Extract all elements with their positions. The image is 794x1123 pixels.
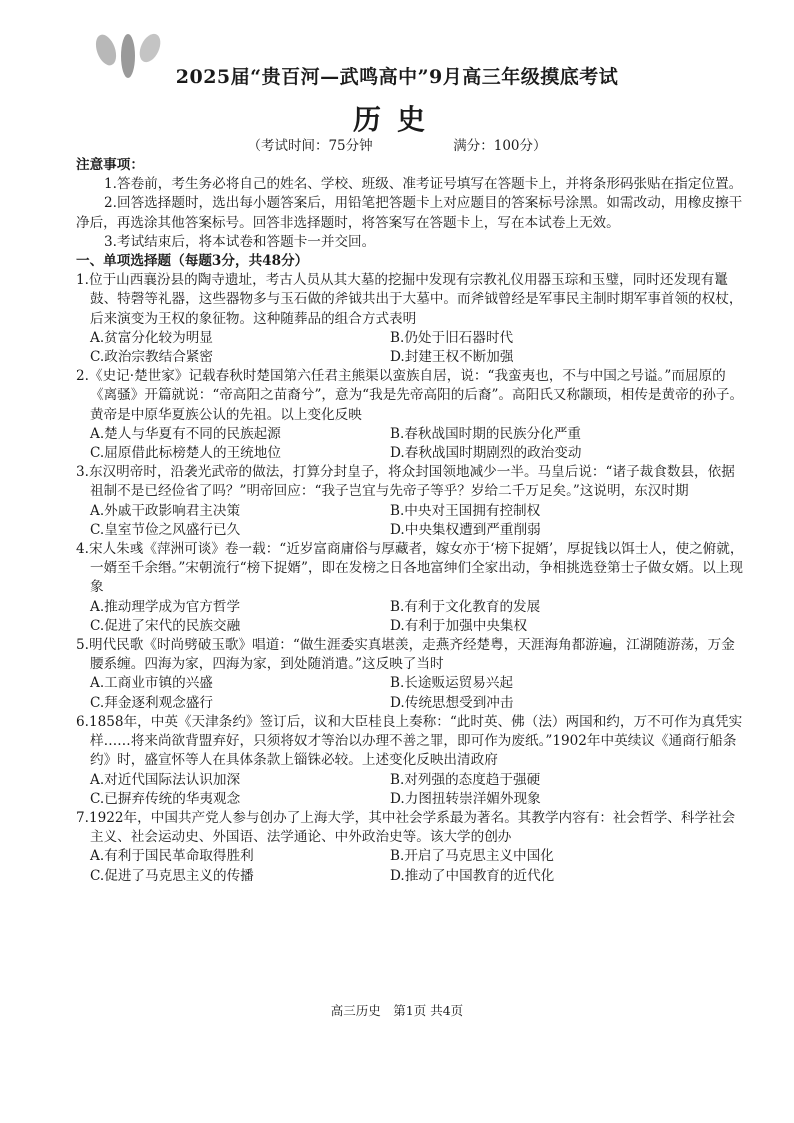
option-c: C.促进了马克思主义的传播 — [90, 867, 254, 884]
exam-info — [0, 134, 794, 154]
question-text: 1.位于山西襄汾县的陶寺遗址，考古人员从其大墓的挖掘中发现有宗教礼仪用器玉琮和玉璧，同时还发现有鼍鼓、特磬等礼器，这些器物多与玉石做的斧钺共出于大墓中。而斧钺曾经是军事民主制时期军事首领的权杖，后来演变为王权的象征物。这种随葬品的组合方式表明 — [76, 272, 743, 327]
exam-score: 满分：100分） — [453, 138, 547, 154]
option-c: C.皇室节俭之风盛行已久 — [90, 521, 241, 538]
question-text: 6.1858年，中英《天津条约》签订后，议和大臣桂良上奏称：“此时英、佛（法）两国和约，万不可作为真凭实样……将来尚欲背盟弃好，只须将奴才等治以办理不善之罪，即可作为废纸。”1902年中英续议《通商行船条约》时，盛宣怀等人在具体条款上锱铢必较。上述变化反映出清政府 — [76, 713, 743, 769]
option-a: A.推动理学成为官方哲学 — [90, 598, 241, 615]
question — [76, 540, 744, 636]
question-text: 4.宋人朱彧《萍洲可谈》卷一载：“近岁富商庸俗与厚藏者，嫁女亦于‘榜下捉婿’，厚捉钱以饵士人，使之俯就，一婿至千余缗。”宋朝流行“榜下捉婿”，即在发榜之日各地富绅们全家出动，争相挑选登第士子做女婿。以上现象 — [76, 541, 744, 596]
option-list — [76, 598, 744, 636]
option-b: B.开启了马克思主义中国化 — [390, 848, 554, 865]
option-list — [76, 847, 744, 885]
question-text: 3.东汉明帝时，沿袭光武帝的做法，打算分封皇子，将众封国领地减少一半。马皇后说：“诸子裁食数县，依据祖制不是已经俭省了吗？”明帝回应：“我子岂宜与先帝子等乎？岁给二千万足矣。”这说明，东汉时期 — [76, 464, 735, 500]
option-d: D.封建王权不断加强 — [390, 349, 514, 366]
question-text: 7.1922年，中国共产党人参与创办了上海大学，其中社会学系最为著名。其教学内容有：社会哲学、科学社会主义、社会运动史、外国语、法学通论、中外政治史等。该大学的创办 — [76, 809, 736, 846]
question — [76, 809, 744, 886]
notice-title: 注意事项： — [76, 157, 144, 173]
option-d: D.力图扭转崇洋媚外现象 — [390, 790, 541, 807]
question — [76, 367, 744, 463]
option-d: D.中央集权遭到严重削弱 — [390, 521, 541, 538]
option-a: A.工商业市镇的兴盛 — [90, 675, 213, 692]
notice-item: 2.回答选择题时，选出每小题答案后，用铅笔把答题卡上对应题目的答案标号涂黑。如需改动，用橡皮擦干净后，再选涂其他答案标号。回答非选择题时，将答案写在答题卡上，写在本试卷上无效。 — [76, 195, 743, 231]
option-c: C.屈原借此标榜楚人的王统地位 — [90, 445, 281, 462]
notice-item: 3.考试结束后，将本试卷和答题卡一并交回。 — [104, 233, 376, 250]
section-title: 一、单项选择题（每题3分，共48分） — [76, 253, 309, 270]
option-a: A.外戚干政影响君主决策 — [90, 502, 241, 519]
option-list — [76, 771, 744, 809]
option-list — [76, 329, 744, 367]
option-list — [76, 425, 744, 463]
question-text: 5.明代民歌《时尚劈破玉歌》唱道：“做生涯委实真堪羡，走燕齐经楚粤，天涯海角都游遍，江湖随游荡，万金腰系缠。四海为家，四海为家，到处随消遣。”这反映了当时 — [76, 637, 735, 673]
option-a: A.贫富分化较为明显 — [90, 329, 213, 346]
question — [76, 463, 744, 540]
option-b: B.仍处于旧石器时代 — [390, 329, 514, 346]
option-b: B.长途贩运贸易兴起 — [390, 675, 514, 692]
option-a: A.有利于国民革命取得胜利 — [90, 848, 254, 865]
option-d: D.春秋战国时期剧烈的政治变动 — [390, 445, 582, 462]
exam-title: 2025届“贵百河—武鸣高中”9月高三年级摸底考试 — [175, 66, 619, 88]
question-text: 2.《史记·楚世家》记载春秋时楚国第六任君主熊渠以蛮族自居，说：“我蛮夷也，不与中国之号谥。”而屈原的《离骚》开篇就说：“帝高阳之苗裔兮”，意为“我是先帝高阳的后裔”。高阳氏又称颛顼，相传是黄帝的孙子。黄帝是中原华夏族公认的先祖。以上变化反映 — [76, 368, 744, 423]
option-b: B.对列强的态度趋于强硬 — [390, 771, 541, 788]
option-c: C.拜金逐利观念盛行 — [90, 694, 213, 711]
option-b: B.春秋战国时期的民族分化严重 — [390, 425, 582, 442]
notice-item: 1.答卷前，考生务必将自己的姓名、学校、班级、准考证号填写在答题卡上，并将条形码张贴在指定位置。 — [104, 176, 743, 193]
option-c: C.政治宗教结合紧密 — [90, 349, 213, 366]
option-d: D.推动了中国教育的近代化 — [390, 867, 555, 884]
option-c: C.已摒弃传统的华夷观念 — [90, 790, 241, 807]
option-d: D.传统思想受到冲击 — [390, 694, 514, 711]
question — [76, 713, 744, 809]
question — [76, 271, 744, 367]
option-list — [76, 674, 744, 712]
option-a: A.对近代国际法认识加深 — [90, 771, 241, 788]
option-b: B.有利于文化教育的发展 — [390, 598, 541, 615]
exam-content — [76, 156, 744, 886]
option-list — [76, 502, 744, 540]
question — [76, 636, 744, 713]
option-d: D.有利于加强中央集权 — [390, 617, 528, 634]
subject-title: 历史 — [352, 103, 441, 136]
page-footer: 高三历史 第1页 共4页 — [330, 1003, 464, 1018]
notice-section — [76, 156, 744, 252]
option-c: C.促进了宋代的民族交融 — [90, 617, 241, 634]
option-a: A.楚人与华夏有不同的民族起源 — [90, 425, 281, 442]
option-b: B.中央对王国拥有控制权 — [390, 502, 541, 519]
exam-time: （考试时间：75分钟 — [247, 138, 373, 154]
